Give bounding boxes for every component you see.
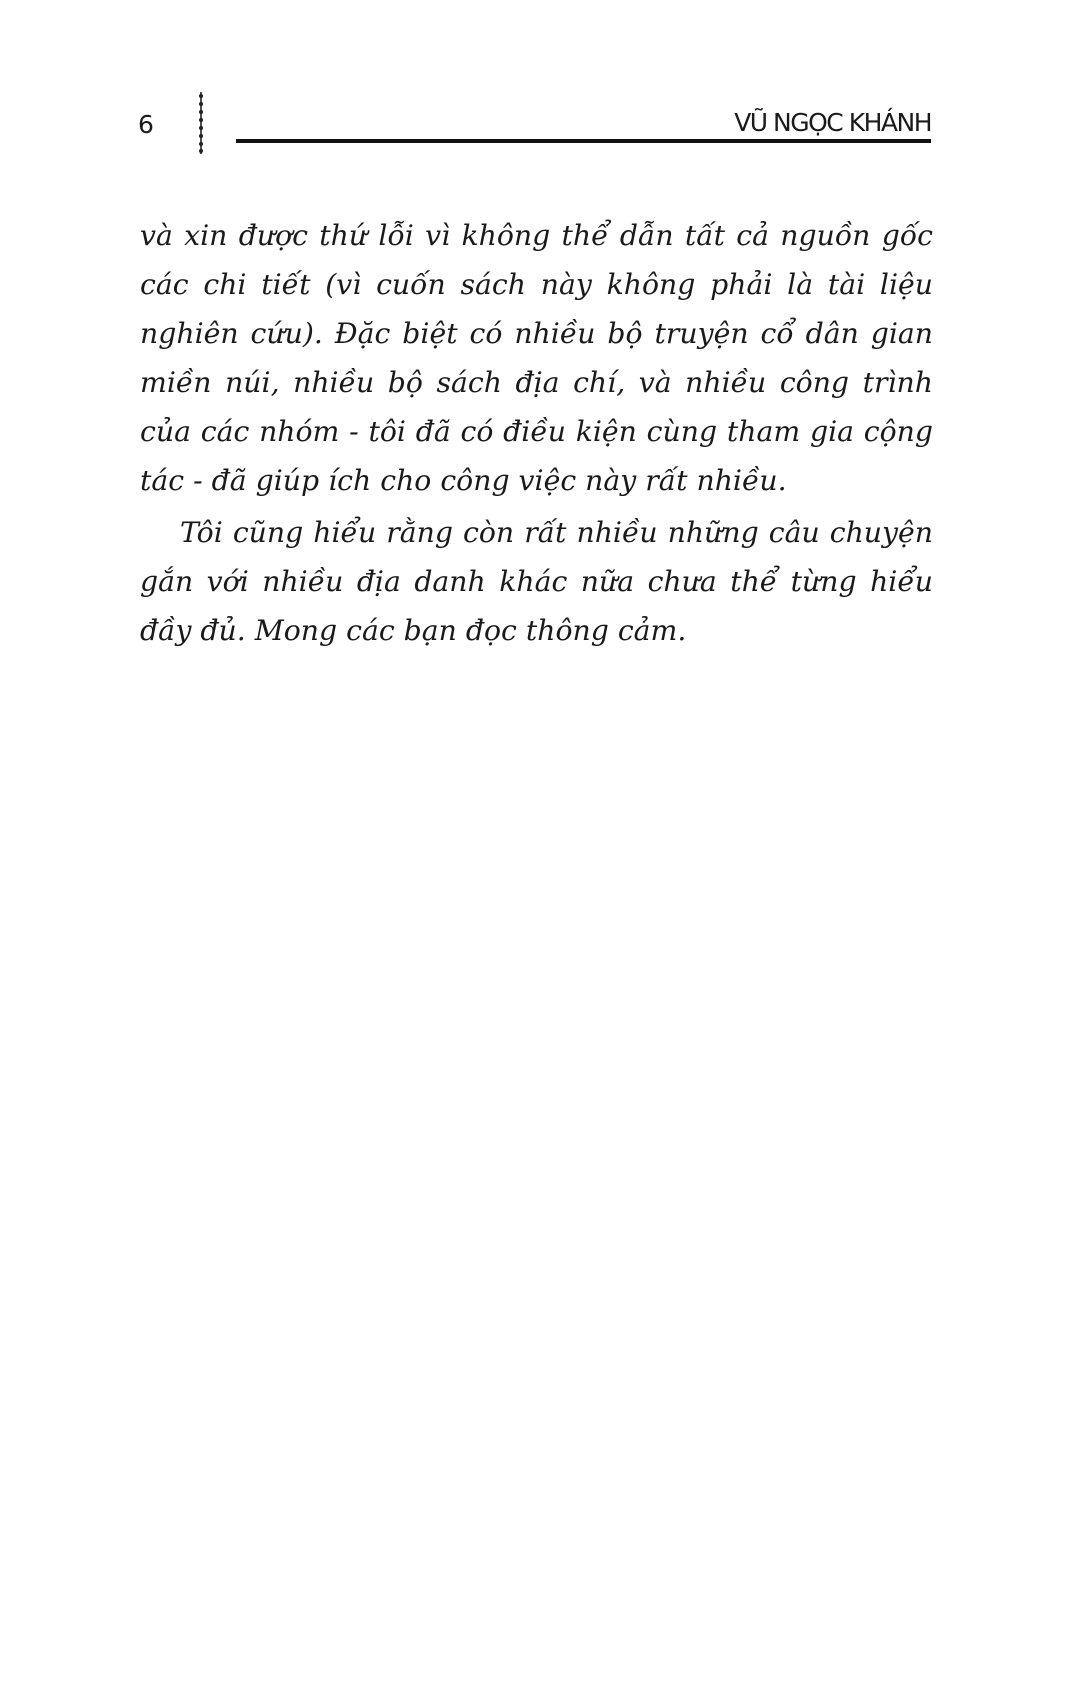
running-header (0, 0, 1079, 160)
page-number: 6 (138, 110, 154, 139)
author-name: VŨ NGỌC KHÁNH (734, 108, 931, 137)
header-ornament-icon (196, 92, 206, 154)
header-rule (236, 139, 931, 143)
paragraph-continued: và xin được thứ lỗi vì không thể dẫn tất cả nguồn gốc các chi tiết (vì cuốn sách này không phải là tài liệu nghiên cứu). Đặc biệt có nhiều bộ truyện cổ dân gian miền núi, nhiều bộ sách địa chí, và nhiều công trình của các nhóm - tôi đã có điều kiện cùng tham gia cộng tác - đã giúp ích cho công việc này rất nhiều. (140, 219, 933, 497)
paragraph: Tôi cũng hiểu rằng còn rất nhiều những câu chuyện gắn với nhiều địa danh khác nữa chưa thể từng hiểu đầy đủ. Mong các bạn đọc thông cảm. (140, 516, 933, 647)
body-text (140, 211, 933, 658)
